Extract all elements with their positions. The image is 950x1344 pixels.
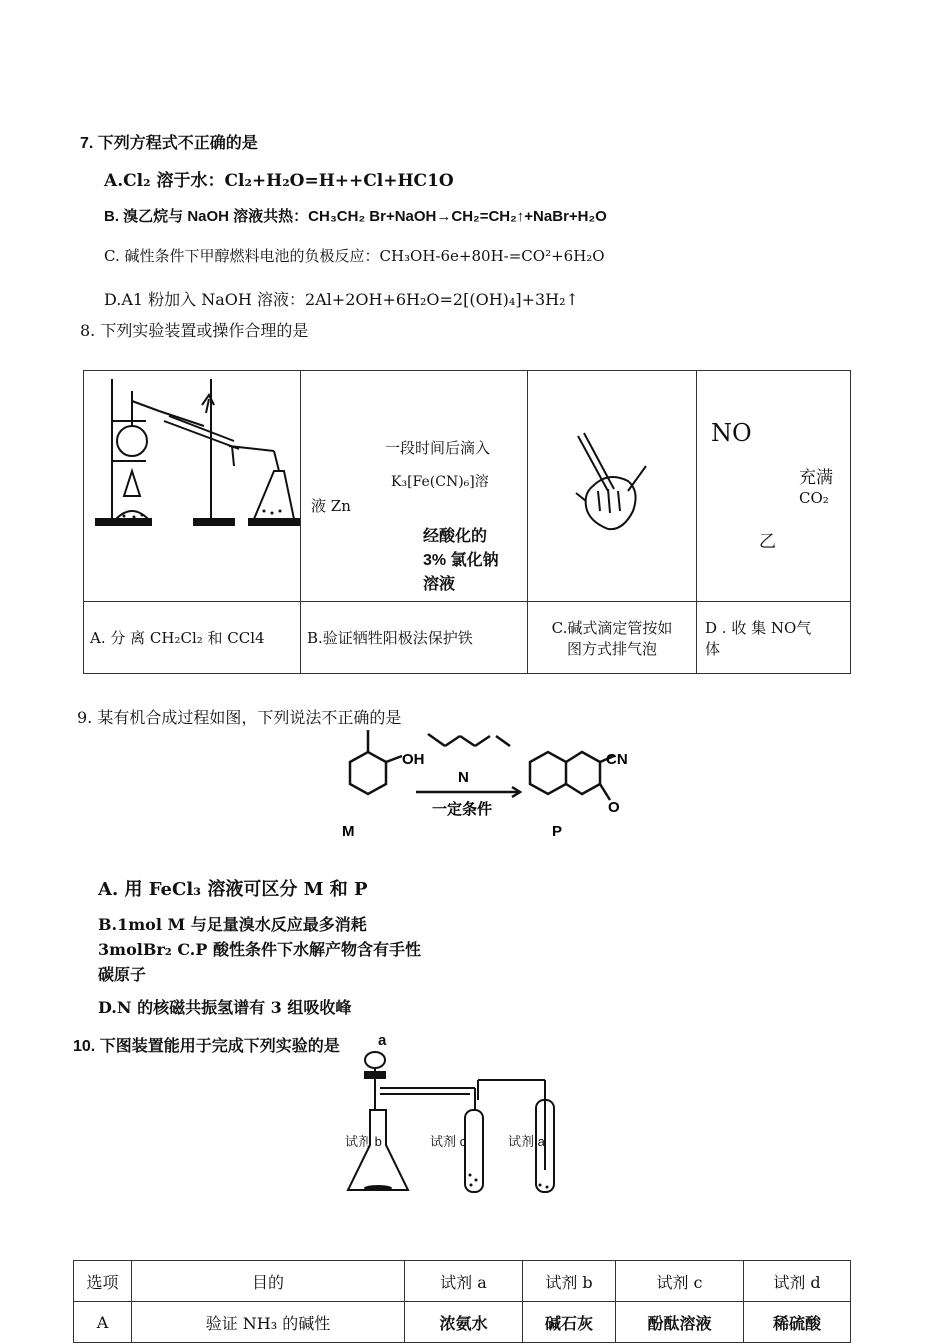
q10-reagent-c-label: 试剂 c xyxy=(430,1134,467,1149)
table-header-cell: 目的 xyxy=(132,1261,405,1302)
p-benzene-ring xyxy=(530,752,566,794)
q9-option-b-line3: 碳原子 xyxy=(98,965,147,984)
table-cell: 碱石灰 xyxy=(523,1302,616,1343)
q10-apparatus xyxy=(340,1050,580,1200)
q8-stem: 8. 下列实验装置或操作合理的是 xyxy=(80,321,309,340)
test-tube-c-icon xyxy=(465,1110,483,1192)
q10-options-table xyxy=(73,1260,851,1343)
q7-stem: 7. 下列方程式不正确的是 xyxy=(80,135,258,152)
q9-option-b-line1: B.1mol M 与足量溴水反应最多消耗 xyxy=(98,915,367,934)
q8-cell-b-text-2: K₃[Fe(CN)₆]溶 xyxy=(391,474,489,490)
q8-caption-c-line1: C.碱式滴定管按如 xyxy=(551,618,673,637)
table-header-cell: 试剂 d xyxy=(744,1261,851,1302)
flask-icon xyxy=(348,1110,408,1190)
table-row xyxy=(74,1302,851,1343)
table-header-row xyxy=(74,1261,851,1302)
q8-cell-d-no: NO xyxy=(711,419,752,447)
q8-apparatus-table xyxy=(83,370,851,674)
q7-option-a: A.Cl₂ 溶于水：Cl₂+H₂O=H++Cl+HC1O xyxy=(104,171,454,191)
q10-stem-overlap: a xyxy=(378,1032,387,1049)
q8-caption-c-line2: 图方式排气泡 xyxy=(566,639,657,658)
q8-cell-b-label-line3: 溶液 xyxy=(423,576,456,593)
burette-hand-icon xyxy=(528,371,696,597)
q8-caption-d xyxy=(697,602,851,674)
table-header-cell: 试剂 a xyxy=(405,1261,523,1302)
p-cn-label: CN xyxy=(606,751,628,768)
table-cell: 稀硫酸 xyxy=(744,1302,851,1343)
q10-reagent-a-label: 试剂 a xyxy=(508,1134,545,1149)
q8-cell-d-yi: 乙 xyxy=(759,532,776,552)
q8-cell-a-figure xyxy=(84,371,301,602)
q8-caption-c xyxy=(528,602,697,674)
q8-cell-b-label-line1: 经酸化的 xyxy=(423,528,488,545)
q8-cell-b-text-3: 液 Zn xyxy=(311,497,351,515)
q9-option-a: A. 用 FeCl₃ 溶液可区分 M 和 P xyxy=(98,879,368,900)
table-cell: 验证 NH₃ 的碱性 xyxy=(132,1302,405,1343)
q8-cell-b-solution-label xyxy=(423,525,499,597)
q8-caption-a: A. 分 离 CH₂Cl₂ 和 CCl4 xyxy=(84,602,301,674)
distillation-apparatus-icon xyxy=(84,371,300,597)
condition-label: 一定条件 xyxy=(432,801,493,818)
m-benzene-ring xyxy=(350,752,386,794)
q7-option-b: B. 溴乙烷与 NaOH 溶液共热：CH₃CH₂ Br+NaOH→CH₂=CH₂↑+NaBr+H₂O xyxy=(104,208,607,225)
m-oh-label: OH xyxy=(402,751,425,768)
q9-option-bc xyxy=(98,912,421,987)
q7-option-c: C. 碱性条件下甲醇燃料电池的负极反应：CH₃OH-6e+80H-=CO²+6H₂O xyxy=(104,247,605,265)
q8-cell-b-text-1: 一段时间后滴入 xyxy=(385,439,491,457)
table-header-cell: 试剂 b xyxy=(523,1261,616,1302)
q7-option-d: D.A1 粉加入 NaOH 溶液：2Al+2OH+6H₂O=2[(OH)₄]+3H₂↑ xyxy=(104,290,579,309)
table-header-cell: 选项 xyxy=(74,1261,132,1302)
n-label: N xyxy=(458,769,469,786)
q8-caption-b: B.验证牺牲阳极法保护铁 xyxy=(301,602,528,674)
q8-cell-d-figure xyxy=(697,371,851,602)
q8-caption-d-line2: 体 xyxy=(705,639,721,658)
q10-stem: 10. 下图装置能用于完成下列实验的是 xyxy=(73,1038,340,1055)
table-cell: 浓氨水 xyxy=(405,1302,523,1343)
q9-stem: 9. 某有机合成过程如图，下列说法不正确的是 xyxy=(77,708,402,727)
q8-cell-d-co2: CO₂ xyxy=(799,489,829,507)
q8-cell-c-figure xyxy=(528,371,697,602)
q9-option-d: D.N 的核磁共振氢谱有 3 组吸收峰 xyxy=(98,998,352,1017)
p-label: P xyxy=(552,823,563,840)
p-o-label: O xyxy=(608,799,620,816)
q8-cell-b-label-line2: 3% 氯化钠 xyxy=(423,552,499,569)
q10-reagent-b-label: 试剂 b xyxy=(345,1134,382,1149)
q8-cell-d-fill: 充满 xyxy=(799,468,833,488)
q9-reaction-scheme xyxy=(320,722,640,842)
table-cell: 酚酞溶液 xyxy=(616,1302,744,1343)
table-cell: A xyxy=(74,1302,132,1343)
table-header-cell: 试剂 c xyxy=(616,1261,744,1302)
m-label: M xyxy=(342,823,355,840)
q9-option-b-line2: 3molBr₂ C.P 酸性条件下水解产物含有手性 xyxy=(98,940,421,959)
q8-cell-b-figure xyxy=(301,371,528,602)
q8-caption-d-line1: D . 收 集 NO气 xyxy=(705,618,812,637)
